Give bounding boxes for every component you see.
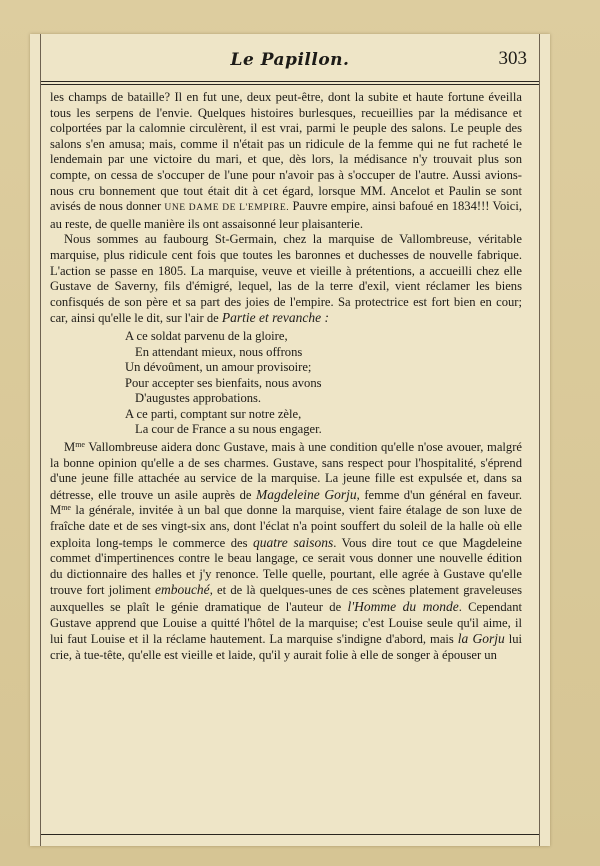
superscript-me: me <box>75 440 85 450</box>
p3-text-d: la générale, invitée à un bal que donne la marquise, vient faire étalage de son luxe de fraîche date et de ses vingt-six ans, dont l'éclat n'a point souffert du soleil de la halle où elle exploita long-temps le commerce des <box>50 503 522 550</box>
p3-italic-saisons: quatre saisons <box>252 534 334 550</box>
p2-text-a: Nous sommes au faubourg St-Germain, chez la marquise de Vallombreuse, véritable marquise, plus ridicule cent fois que toutes les baronnes et duchesses de nouvelle fabrique. L'action se passe en 1805. La marquise, veuve et vieille à prétentions, a accueilli chez elle Gustave de Saverny, fils d'émigré, lequel, las de la terre d'exil, vient réclamer les biens confisqués de son père et sa part des joies de l'empire. Sa protectrice est fort bien en cour; car, ainsi qu'elle le dit, sur l'air de <box>50 232 522 326</box>
p3-name-gorju: Magdeleine Gorju <box>255 486 357 502</box>
p3-text-h: , et de là quelques-unes de ces scènes platement graveleuses auxquelles se plaît le génie dramatique de l'auteur de <box>50 583 522 614</box>
book-page <box>30 34 550 846</box>
p3-text-l: lui crie, à tue-tête, qu'elle est vieille et laide, qu'il y aurait folie à elle de songer à épouser un <box>50 632 523 662</box>
p1-text-c: Pauvre empire, ainsi bafoué en 1834!!! Voici, au reste, de quelle manière ils ont assaisonné leur plaisanterie. <box>50 199 522 231</box>
p3-text-j: . Cependant Gustave apprend que Louise a quitté l'hôtel de la marquise; c'est Louise seule qu'il aime, il lui faut Louise et il la réclame hautement. La marquise s'indigne d'abord, mais <box>50 600 522 647</box>
p1-text-a: les champs de bataille? Il en fut une, deux peut-être, dont la subite et haute fortune éveilla tous les serpens de l'envie. Quelques histoires burlesques, recueillies par la médisance et colportées par la calomnie circulèrent, il est vrai, parmi le peuple des salons. Le peuple des salons s'en amusa; mais, comme il n'était pas un ridicule de la femme qui ne fut racheté le lendemain par une victoire du mari, et que, dès lors, la médisance n'y trouvait plus son compte, on cessa de s'occuper de l'une pour n'avoir pas à s'occuper de l'autre. Aussi avions-nous cru bonnement que tout était dit à cet égard, lorsque MM. Ancelot et Paulin se sont avisés de nous donner <box>50 90 522 214</box>
verse-block <box>125 329 522 438</box>
page-frame <box>40 34 540 846</box>
running-title: Le Papillon. <box>230 50 350 70</box>
p3-italic-la-gorju: la Gorju <box>457 631 505 647</box>
verse-line: Un dévoûment, un amour provisoire; <box>125 360 312 375</box>
p1-smallcaps-title: UNE DAME DE L'EMPIRE. <box>164 203 290 214</box>
page-number: 303 <box>498 48 527 69</box>
p3-italic-play-title: l'Homme du monde <box>347 599 459 614</box>
page-header <box>41 48 539 78</box>
verse-line: A ce parti, comptant sur notre zèle, <box>125 406 302 421</box>
bottom-rule <box>41 834 539 835</box>
verse-line: D'augustes approbations. <box>135 391 262 406</box>
p3-text-c: , femme d'un général en faveur. M <box>50 487 522 518</box>
verse-line: Pour accepter ses bienfaits, nous avons <box>125 375 322 390</box>
header-rule <box>41 81 539 85</box>
paragraph-3: $M^{me}$ Vallombreuse aidera donc Gustave, mais à une condition qu'elle n'ose avouer, malgré la bonne opinion qu'elle a de ses charmes. Gustave, sans respect pour l'hospitalité, s'éprend d'une jeune fille attachée au service de la marquise. La jeune fille est expulsée et, dans sa détresse, elle trouve un asile auprès de Magdeleine Gorju, femme d'un général en faveur. $M^{me}$ la générale, invitée à un bal que donne la marquise, vient faire étalage de son luxe de fraîche date et de ses vingt-six ans, dont l'éclat n'a point souffert du soleil de la halle où elle exploita long-temps le commerce des quatre saisons. Vous dire tout ce que Magdeleine commet d'impertinences contre le beau langage, ce serait vous donner une nouvelle édition du dictionnaire des halles et j'y renonce. Telle quelle, pourtant, elle agrée à Gustave qu'elle trouve fort joliment embouché, et de là quelques-unes de ces scènes platement graveleuses auxquelles se plaît le génie dramatique de l'auteur de l'Homme du monde. Cependant Gustave apprend que Louise a quitté l'hôtel de la marquise; c'est Louise seule qu'il aime, il lui faut Louise et il la réclame hautement. La marquise s'indigne d'abord, mais la Gorju lui crie, à tue-tête, qu'elle est vieille et laide, qu'il y aurait folie à elle de songer à épouser un <box>50 440 523 662</box>
paragraph-1 <box>50 90 522 232</box>
verse-line: La cour de France a su nous engager. <box>135 422 322 437</box>
body-text <box>50 90 522 663</box>
verse-line: En attendant mieux, nous offrons <box>135 344 303 359</box>
superscript-me: me <box>61 503 71 513</box>
p3-italic-embouche: embouché <box>154 582 210 598</box>
verse-line: A ce soldat parvenu de la gloire, <box>125 328 288 343</box>
p3-text-f: . Vous dire tout ce que Magdeleine commet d'impertinences contre le beau langage, ce serait vous donner une nouvelle édition du dictionnaire des halles et j'y renonce. Telle quelle, pourtant, elle agrée à Gustave qu'elle trouve fort joliment <box>50 535 522 598</box>
p2-air-title: Partie et revanche : <box>221 310 329 326</box>
paragraph-2 <box>50 232 522 327</box>
p3-text-a: Vallombreuse aidera donc Gustave, mais à une condition qu'elle n'ose avouer, malgré la bonne opinion qu'elle a de ses charmes. Gustave, sans respect pour l'hospitalité, s'éprend d'une jeune fille attachée au service de la marquise. La jeune fille est expulsée et, dans sa détresse, elle trouve un asile auprès de <box>50 440 523 502</box>
